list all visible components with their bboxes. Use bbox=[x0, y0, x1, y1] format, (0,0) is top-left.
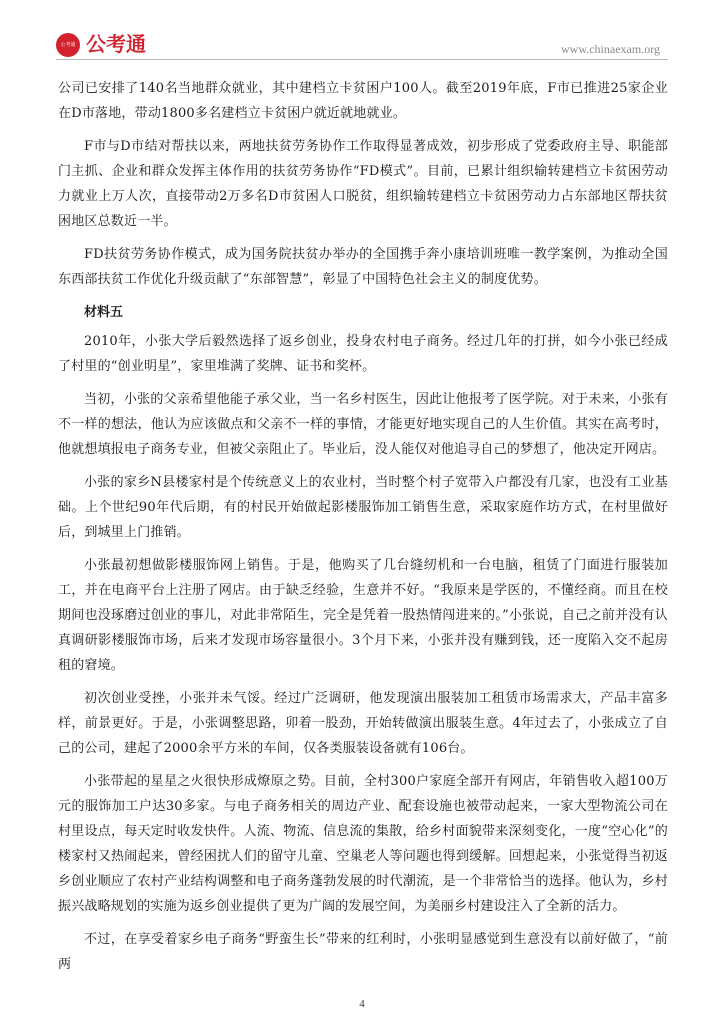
paragraph: 初次创业受挫，小张并未气馁。经过广泛调研，他发现演出服装加工租赁市场需求大，产品丰富多样，前景更好。于是，小张调整思路，卯着一股劲，开始转做演出服装生意。4年过去了，小张成立了自己的公司，建起了2000余平方米的车间，仅各类服装设备就有106台。 bbox=[58, 691, 668, 756]
document-body bbox=[58, 76, 668, 985]
paragraph: 2010年，小张大学后毅然选择了返乡创业，投身农村电子商务。经过几年的打拼，如今小张已经成了村里的“创业明星”，家里堆满了奖牌、证书和奖杯。 bbox=[58, 334, 668, 374]
page-header bbox=[0, 0, 724, 62]
paragraph: 不过，在享受着家乡电子商务“野蛮生长”带来的红利时，小张明显感觉到生意没有以前好做了，“前两 bbox=[58, 932, 668, 972]
paragraph: 小张的家乡N县楼家村是个传统意义上的农业村，当时整个村子宽带入户都没有几家，也没有工业基础。上个世纪90年代后期，有的村民开始做起影楼服饰加工销售生意，采取家庭作坊方式，在村里做好后，到城里上门推销。 bbox=[58, 475, 668, 540]
paragraph: F市与D市结对帮扶以来，两地扶贫劳务协作工作取得显著成效，初步形成了党委政府主导、职能部门主抓、企业和群众发挥主体作用的扶贫劳务协作“FD模式”。目前，已累计组织输转建档立卡贫困劳动力就业上万人次，直接带动2万多名D市贫困人口脱贫，组织输转建档立卡贫困劳动力占东部地区帮扶贫困地区总数近一半。 bbox=[58, 139, 668, 229]
section-title: 材料五 bbox=[84, 305, 124, 320]
paragraph: FD扶贫劳务协作模式，成为国务院扶贫办举办的全国携手奔小康培训班唯一教学案例，为推动全国东西部扶贫工作优化升级贡献了“东部智慧”，彰显了中国特色社会主义的制度优势。 bbox=[58, 247, 668, 287]
page-number: 4 bbox=[359, 998, 365, 1010]
paragraph: 小张最初想做影楼服饰网上销售。于是，他购买了几台缝纫机和一台电脑，租赁了门面进行服装加工，并在电商平台上注册了网店。由于缺乏经验，生意并不好。“我原来是学医的，不懂经商。而且在校期间也没琢磨过创业的事儿，对此非常陌生，完全是凭着一股热情闯进来的。”小张说，自己之前并没有认真调研影楼服饰市场，后来才发现市场容量很小。3个月下来，小张并没有赚到钱，还一度陷入交不起房租的窘境。 bbox=[58, 558, 668, 673]
logo-badge-icon[interactable]: 公考通 bbox=[56, 33, 80, 57]
header-divider bbox=[56, 59, 668, 60]
site-url[interactable]: www.chinaexam.org bbox=[561, 42, 660, 56]
paragraph: 公司已安排了140名当地群众就业，其中建档立卡贫困户100人。截至2019年底，F市已推进25家企业在D市落地，带动1800多名建档立卡贫困户就近就地就业。 bbox=[58, 81, 668, 121]
paragraph: 小张带起的星星之火很快形成燎原之势。目前，全村300户家庭全部开有网店，年销售收入超100万元的服饰加工户达30多家。与电子商务相关的周边产业、配套设施也被带动起来，一家大型物流公司在村里设点，每天定时收发快件。人流、物流、信息流的集散，给乡村面貌带来深刻变化，一度“空心化”的楼家村又热闹起来，曾经困扰人们的留守儿童、空巢老人等问题也得到缓解。回想起来，小张觉得当初返乡创业顺应了农村产业结构调整和电子商务蓬勃发展的时代潮流，是一个非常恰当的选择。他认为，乡村振兴战略规划的实施为返乡创业提供了更为广阔的发展空间，为美丽乡村建设注入了全新的活力。 bbox=[58, 774, 668, 914]
paragraph: 当初，小张的父亲希望他能子承父业，当一名乡村医生，因此让他报考了医学院。对于未来，小张有不一样的想法，他认为应该做点和父亲不一样的事情，才能更好地实现自己的人生价值。其实在高考时，他就想填报电子商务专业，但被父亲阻止了。毕业后，没人能仅对他追寻自己的梦想了，他决定开网店。 bbox=[58, 392, 668, 457]
brand-logo-text[interactable]: 公考通 bbox=[86, 32, 146, 56]
